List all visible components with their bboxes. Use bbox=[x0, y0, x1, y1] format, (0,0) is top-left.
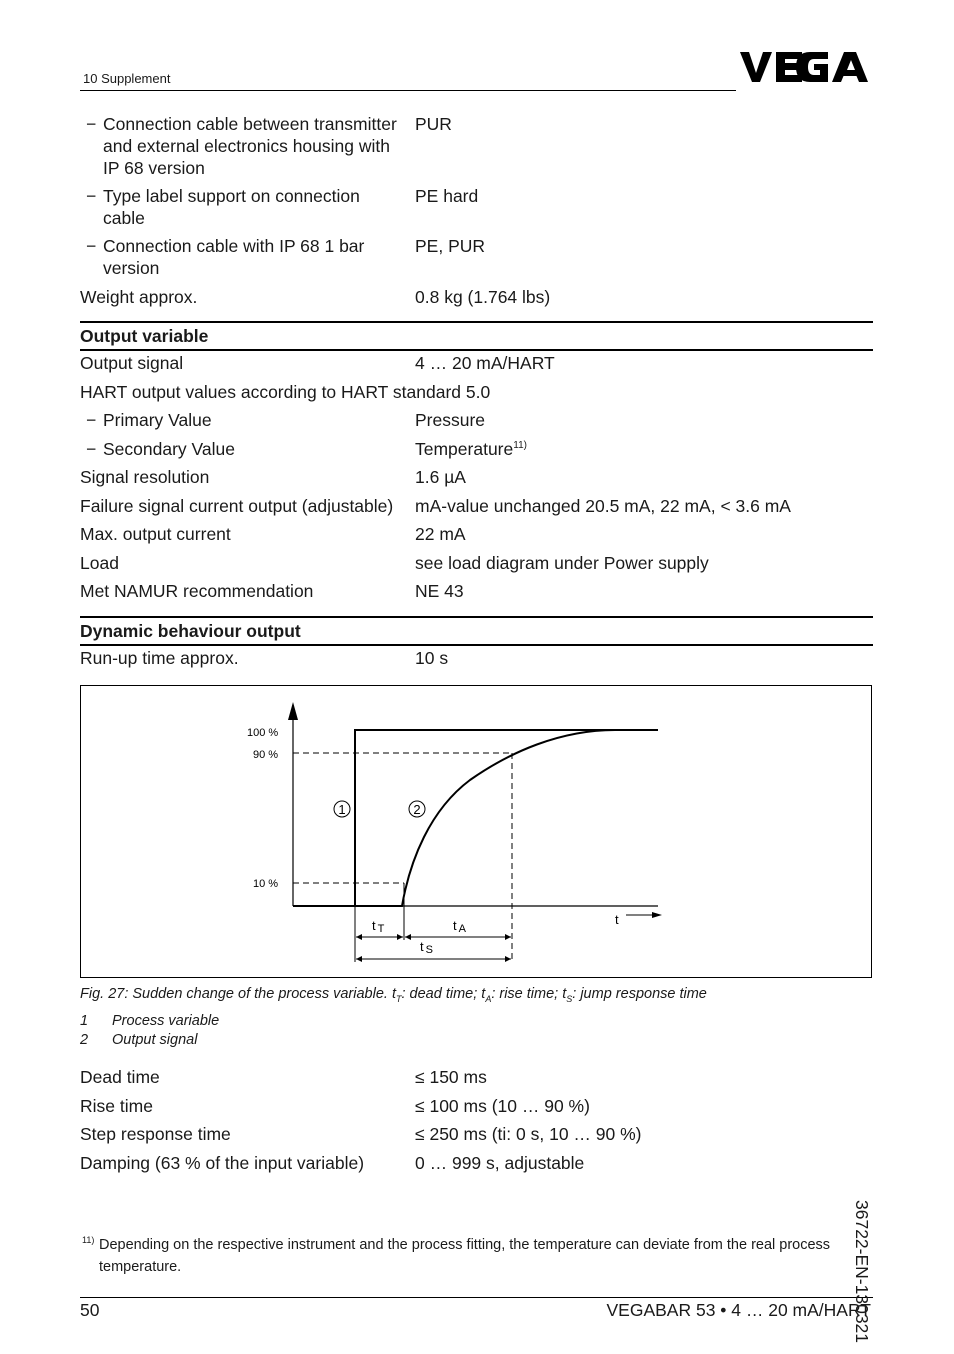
process-variable-curve bbox=[293, 730, 658, 906]
output-variable-title: Output variable bbox=[80, 326, 209, 346]
spec-label: Output signal bbox=[80, 353, 184, 373]
spec-label: Run-up time approx. bbox=[80, 648, 239, 668]
spec-value: ≤ 100 ms (10 … 90 %) bbox=[415, 1096, 590, 1116]
x-axis-label: t bbox=[615, 912, 619, 927]
material-value: PE hard bbox=[415, 186, 479, 206]
spec-value: NE 43 bbox=[415, 581, 464, 601]
spec-value: 10 s bbox=[415, 648, 449, 668]
figure-caption bbox=[80, 986, 707, 1002]
footer-title: VEGABAR 53 • 4 … 20 mA/HART bbox=[606, 1300, 871, 1320]
caption-text: Fig. 27: Sudden change of the process variable. t bbox=[80, 986, 396, 1002]
spec-value: ≤ 250 ms (ti: 0 s, 10 … 90 %) bbox=[415, 1124, 642, 1144]
spec-value: 1.6 µA bbox=[415, 467, 466, 487]
material-label: − Type label support on connection cable bbox=[86, 185, 406, 229]
spec-value: Pressure bbox=[415, 410, 486, 430]
spec-value: 4 … 20 mA/HART bbox=[415, 353, 555, 373]
y-label-90: 90 % bbox=[253, 749, 279, 761]
tt-label: t T bbox=[372, 918, 385, 935]
spec-label: Dead time bbox=[80, 1067, 160, 1087]
hart-note: HART output values according to HART standard 5.0 bbox=[80, 382, 491, 402]
y-label-10: 10 % bbox=[253, 878, 279, 890]
spec-label: Signal resolution bbox=[80, 467, 210, 487]
spec-value: mA-value unchanged 20.5 mA, 22 mA, < 3.6 mA bbox=[415, 496, 791, 516]
spec-label: Step response time bbox=[80, 1124, 231, 1144]
spec-label: Load bbox=[80, 553, 119, 573]
spec-label: Met NAMUR recommendation bbox=[80, 581, 314, 601]
marker-2-label: 2 bbox=[413, 802, 421, 817]
footnote-number: 11) bbox=[82, 1235, 95, 1245]
spec-label: − Secondary Value bbox=[86, 438, 406, 460]
spec-label: Rise time bbox=[80, 1096, 153, 1116]
caption-text: : rise time; t bbox=[491, 986, 567, 1002]
legend-number: 1 bbox=[80, 1013, 89, 1029]
weight-value: 0.8 kg (1.764 lbs) bbox=[415, 287, 551, 307]
footnote-ref: 11) bbox=[513, 440, 527, 452]
marker-1-label: 1 bbox=[338, 802, 346, 817]
legend-number: 2 bbox=[80, 1032, 89, 1048]
spec-value: ≤ 150 ms bbox=[415, 1067, 487, 1087]
ta-label: t A bbox=[453, 918, 466, 935]
material-value: PUR bbox=[415, 114, 452, 134]
time-arrow bbox=[652, 912, 662, 918]
legend-text: Process variable bbox=[112, 1013, 220, 1029]
caption-text: : jump response time bbox=[572, 986, 707, 1002]
ts-label: t S bbox=[420, 939, 433, 956]
page-number: 50 bbox=[80, 1300, 100, 1320]
dynamic-title: Dynamic behaviour output bbox=[80, 621, 301, 641]
spec-label: − Primary Value bbox=[86, 409, 406, 431]
caption-sub: S bbox=[566, 993, 573, 1004]
material-label: − Connection cable with IP 68 1 bar version bbox=[86, 235, 393, 279]
document-id: 36722-EN-130321 bbox=[852, 1200, 872, 1344]
footnote bbox=[80, 1234, 840, 1278]
spec-value: see load diagram under Power supply bbox=[415, 553, 709, 573]
y-label-100: 100 % bbox=[247, 727, 279, 739]
secondary-value-text: Temperature bbox=[415, 439, 514, 459]
caption-text: : dead time; t bbox=[401, 986, 486, 1002]
footnote-text: Depending on the respective instrument and the process fitting, the temperature can deviate from the real process temperature. bbox=[99, 1237, 831, 1275]
spec-label: Max. output current bbox=[80, 524, 231, 544]
section-header: 10 Supplement bbox=[83, 71, 171, 86]
material-value: PE, PUR bbox=[415, 236, 486, 256]
spec-value: 22 mA bbox=[415, 524, 466, 544]
material-label: − Connection cable between transmitter and external electronics housing with IP 68 version bbox=[86, 113, 406, 179]
caption-sub: T bbox=[395, 993, 402, 1004]
output-signal-curve bbox=[355, 730, 658, 906]
spec-label: Failure signal current output (adjustable) bbox=[80, 496, 394, 516]
footer-rule bbox=[80, 1297, 873, 1298]
caption-sub: A bbox=[485, 993, 492, 1004]
legend-text: Output signal bbox=[112, 1032, 198, 1048]
weight-label: Weight approx. bbox=[80, 287, 198, 307]
y-axis-arrow bbox=[288, 702, 298, 720]
spec-label: Damping (63 % of the input variable) bbox=[80, 1153, 365, 1173]
spec-value: 0 … 999 s, adjustable bbox=[415, 1153, 585, 1173]
